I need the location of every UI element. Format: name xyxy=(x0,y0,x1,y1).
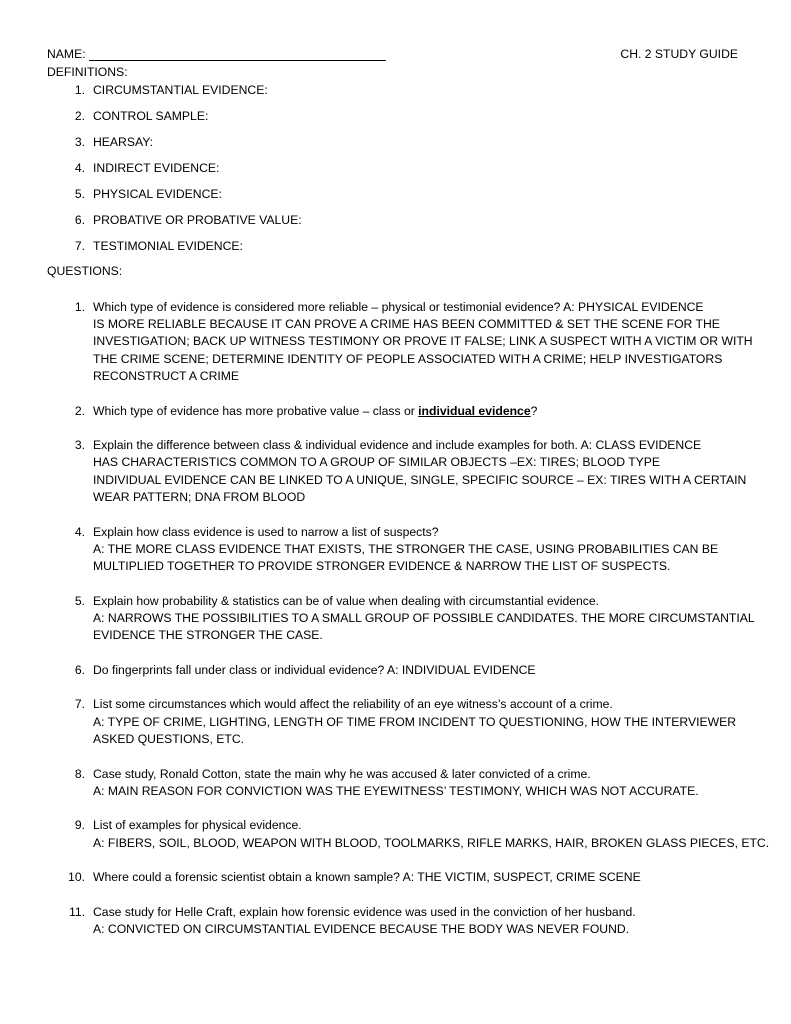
definition-term: CONTROL SAMPLE: xyxy=(93,109,209,123)
definition-item xyxy=(47,108,302,134)
answer-line: HAS CHARACTERISTICS COMMON TO A GROUP OF SIMILAR OBJECTS –EX: TIRES; BLOOD TYPE xyxy=(93,455,661,470)
question-item xyxy=(47,904,747,938)
definition-number: 2. xyxy=(74,109,85,123)
question-item xyxy=(47,593,755,645)
answer-line: MULTIPLIED TOGETHER TO PROVIDE STRONGER EVIDENCE & NARROW THE LIST OF SUSPECTS. xyxy=(93,558,671,573)
answer-line: ASKED QUESTIONS, ETC. xyxy=(93,731,245,746)
definition-term: HEARSAY: xyxy=(93,135,154,149)
question-item xyxy=(47,817,770,851)
definition-item xyxy=(47,82,302,108)
question-line: Case study for Helle Craft, explain how forensic evidence was used in the conviction of her husband. xyxy=(93,905,636,920)
answer-line: INDIVIDUAL EVIDENCE CAN BE LINKED TO A UNIQUE, SINGLE, SPECIFIC SOURCE – EX: TIRES WITH A CERTAIN xyxy=(93,472,747,487)
answer-line: IS MORE RELIABLE BECAUSE IT CAN PROVE A CRIME HAS BEEN COMMITTED & SET THE SCENE FOR THE xyxy=(93,317,720,332)
question-number: 1. xyxy=(74,300,85,314)
name-blank-line xyxy=(89,60,386,61)
question-line: Where could a forensic scientist obtain a known sample? A: THE VICTIM, SUSPECT, CRIME SCENE xyxy=(93,870,641,885)
definition-number: 1. xyxy=(74,83,85,97)
question-number: 10. xyxy=(68,870,85,885)
answer-line: A: CONVICTED ON CIRCUMSTANTIAL EVIDENCE BECAUSE THE BODY WAS NEVER FOUND. xyxy=(93,922,630,937)
question-number: 9. xyxy=(74,818,85,833)
question-item xyxy=(47,696,747,748)
answer-line: INVESTIGATION; BACK UP WITNESS TESTIMONY OR PROVE IT FALSE; LINK A SUSPECT WITH A VICTIM OR WITH xyxy=(93,334,753,349)
question-item xyxy=(47,437,747,506)
question-line: Do fingerprints fall under class or individual evidence? A: INDIVIDUAL EVIDENCE xyxy=(93,662,536,677)
definition-term: INDIRECT EVIDENCE: xyxy=(93,161,220,175)
question-line: List of examples for physical evidence. xyxy=(93,818,302,833)
question-number: 8. xyxy=(74,766,85,781)
question-item xyxy=(47,403,747,420)
question-item xyxy=(47,524,747,576)
answer-line: A: MAIN REASON FOR CONVICTION WAS THE EYEWITNESS’ TESTIMONY, WHICH WAS NOT ACCURATE. xyxy=(93,783,699,798)
answer-line: WEAR PATTERN; DNA FROM BLOOD xyxy=(93,489,306,504)
definitions-heading: DEFINITIONS: xyxy=(47,65,128,79)
question-number: 11. xyxy=(68,905,85,920)
definition-term: PROBATIVE OR PROBATIVE VALUE: xyxy=(93,213,302,227)
guide-title: CH. 2 STUDY GUIDE xyxy=(620,47,738,61)
definitions-list xyxy=(47,82,302,264)
question-number: 6. xyxy=(74,662,85,677)
question-line: Explain how class evidence is used to narrow a list of suspects? xyxy=(93,524,439,539)
question-number: 5. xyxy=(74,593,85,608)
answer-line: A: THE MORE CLASS EVIDENCE THAT EXISTS, THE STRONGER THE CASE, USING PROBABILITIES CAN BE xyxy=(93,541,719,556)
question-number: 3. xyxy=(74,438,85,453)
question-suffix: ? xyxy=(530,403,538,418)
question-item xyxy=(47,299,753,385)
definition-item xyxy=(47,212,302,238)
questions-heading: QUESTIONS: xyxy=(47,264,123,278)
definition-item xyxy=(47,160,302,186)
definition-number: 4. xyxy=(74,161,85,175)
question-line: Explain the difference between class & individual evidence and include examples for both. A: CLASS EVIDENCE xyxy=(93,438,702,453)
question-line: Case study, Ronald Cotton, state the main why he was accused & later convicted of a crime. xyxy=(93,766,591,781)
definition-number: 6. xyxy=(74,213,85,227)
question-item xyxy=(47,869,747,886)
definition-number: 5. xyxy=(74,187,85,201)
question-number: 4. xyxy=(74,524,85,539)
question-line: List some circumstances which would affect the reliability of an eye witness’s account of a crime. xyxy=(93,697,613,712)
definition-term: PHYSICAL EVIDENCE: xyxy=(93,187,222,201)
answer-emphasis: individual evidence xyxy=(418,403,531,418)
answer-line: EVIDENCE THE STRONGER THE CASE. xyxy=(93,628,323,643)
definition-item xyxy=(47,134,302,160)
question-number: 7. xyxy=(74,697,85,712)
question-text: Which type of evidence has more probative value – class or xyxy=(93,403,419,418)
definition-item xyxy=(47,238,302,264)
question-number: 2. xyxy=(74,403,85,418)
question-line: Explain how probability & statistics can be of value when dealing with circumstantial evidence. xyxy=(93,593,600,608)
question-line xyxy=(93,403,747,420)
answer-line: THE CRIME SCENE; DETERMINE IDENTITY OF PEOPLE ASSOCIATED WITH A CRIME; HELP INVESTIGATORS xyxy=(93,351,723,366)
question-item xyxy=(47,662,747,679)
definition-item xyxy=(47,186,302,212)
definition-term: CIRCUMSTANTIAL EVIDENCE: xyxy=(93,83,268,97)
question-line: Which type of evidence is considered more reliable – physical or testimonial evidence? A: PHYSICAL EVIDENCE xyxy=(93,300,704,314)
definition-term: TESTIMONIAL EVIDENCE: xyxy=(93,239,243,253)
questions-list xyxy=(47,299,770,956)
header xyxy=(47,47,744,64)
answer-line: A: FIBERS, SOIL, BLOOD, WEAPON WITH BLOOD, TOOLMARKS, RIFLE MARKS, HAIR, BROKEN GLASS PIECES, ETC. xyxy=(93,835,770,850)
definition-number: 7. xyxy=(74,239,85,253)
name-label: NAME: xyxy=(47,47,86,61)
question-item xyxy=(47,766,747,800)
answer-line: RECONSTRUCT A CRIME xyxy=(93,368,240,383)
definition-number: 3. xyxy=(74,135,85,149)
answer-line: A: TYPE OF CRIME, LIGHTING, LENGTH OF TIME FROM INCIDENT TO QUESTIONING, HOW THE INTERVIEWER xyxy=(93,714,737,729)
answer-line: A: NARROWS THE POSSIBILITIES TO A SMALL GROUP OF POSSIBLE CANDIDATES. THE MORE CIRCUMSTANTIAL xyxy=(93,610,755,625)
